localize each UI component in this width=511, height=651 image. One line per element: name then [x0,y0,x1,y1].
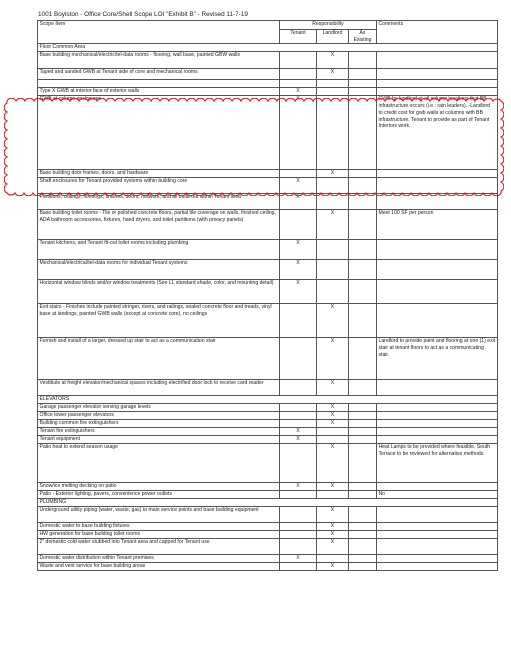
landlord-mark: X [317,304,349,338]
table-row [38,483,498,491]
existing-mark [349,491,377,499]
tenant-mark: X [280,96,317,170]
comment-cell: No [377,491,498,499]
landlord-mark: X [317,420,349,428]
scope-cell: Type X GWB at interior face of exterior walls [38,88,280,96]
tenant-mark: X [280,436,317,444]
scope-cell: Partitions, ceilings, floorings, finishes, doors, millwork, and all build-out within Tenant area [38,194,280,210]
table-row [38,404,498,412]
tenant-mark [280,338,317,380]
table-row [38,420,498,428]
existing-mark [349,555,377,563]
comment-cell [377,539,498,555]
tenant-mark: X [280,88,317,96]
table-row [38,507,498,523]
landlord-mark [317,428,349,436]
scope-cell: Mechanical/electrical/tel-data rooms for individual Tenant systems [38,260,280,280]
comment-cell [377,523,498,531]
tenant-mark: X [280,555,317,563]
scope-cell: Domestic water to base building fixtures [38,523,280,531]
landlord-mark [317,280,349,304]
existing-mark [349,304,377,338]
scope-cell: Garage passenger elevator serving garage levels [38,404,280,412]
landlord-mark: X [317,210,349,240]
landlord-mark: X [317,539,349,555]
comment-cell [377,88,498,96]
table-row [38,555,498,563]
landlord-mark: X [317,170,349,178]
scope-cell: Waste and vent service for base building areas [38,563,280,571]
comment-cell [377,436,498,444]
existing-mark [349,178,377,194]
existing-mark [349,539,377,555]
table-row [38,412,498,420]
table-row [38,260,498,280]
table-row [38,563,498,571]
landlord-mark: X [317,412,349,420]
comment-cell [377,260,498,280]
tenant-mark [280,444,317,483]
landlord-mark [317,88,349,96]
tenant-mark [280,404,317,412]
table-row [38,436,498,444]
scope-cell: Snow/ice melting decking on patio [38,483,280,491]
landlord-mark: X [317,483,349,491]
scope-cell: Shaft enclosures for Tenant provided systems within building core [38,178,280,194]
comment-cell [377,420,498,428]
table-row [38,531,498,539]
comment-cell [377,178,498,194]
table-row [38,523,498,531]
landlord-mark [317,194,349,210]
tenant-mark: X [280,280,317,304]
landlord-mark: X [317,69,349,80]
existing-mark [349,96,377,170]
tenant-mark [280,170,317,178]
comment-cell: Landlord to provide paint and flooring at one (1) exit stair at tenant floors to act as a communicating stair. [377,338,498,380]
tenant-mark [280,304,317,338]
tenant-mark: X [280,178,317,194]
table-row [38,428,498,436]
existing-mark [349,428,377,436]
scope-cell: Tenant fire extinguishers [38,428,280,436]
scope-cell: Underground utility piping (water, waste, gas) to main service points and base building equipment [38,507,280,523]
landlord-mark: X [317,507,349,523]
section-row [38,396,498,404]
landlord-mark: X [317,338,349,380]
existing-mark [349,52,377,69]
comment-cell [377,412,498,420]
comment-cell [377,428,498,436]
existing-mark [349,563,377,571]
existing-mark [349,260,377,280]
comment-cell [377,531,498,539]
landlord-mark [317,491,349,499]
table-row [38,491,498,499]
landlord-mark [317,96,349,170]
tenant-mark [280,491,317,499]
tenant-mark: X [280,260,317,280]
scope-cell: Office tower passenger elevators [38,412,280,420]
comment-cell [377,304,498,338]
table-row [38,52,498,69]
landlord-mark [317,240,349,260]
document-title: 1001 Boylston - Office Core/Shell Scope LOI "Exhibit B" - Revised 11-7-19 [38,11,248,18]
landlord-mark [317,436,349,444]
existing-mark [349,240,377,260]
existing-mark [349,436,377,444]
table-row [38,444,498,483]
tenant-mark: X [280,194,317,210]
existing-mark [349,412,377,420]
scope-cell: Base building mechanical/electric/tel-data rooms - flooring, wall base, painted GBW walls [38,52,280,69]
scope-cell: Vestibule at freight elevator/mechanical spaces including electrified door lock to receive card reader [38,380,280,396]
existing-mark [349,420,377,428]
existing-mark [349,194,377,210]
landlord-mark: X [317,531,349,539]
scope-cell: Building common fire extinguishers [38,420,280,428]
table-row [38,80,498,88]
scope-cell: Furnish and install of a larger, dressed up stair to act as a communication stair [38,338,280,380]
existing-mark [349,210,377,240]
landlord-mark [317,178,349,194]
landlord-mark [317,555,349,563]
existing-mark [349,88,377,96]
comment-cell [377,280,498,304]
scope-cell: Base building door frames, doors, and hardware [38,170,280,178]
table-row [38,96,498,170]
tenant-mark [280,52,317,69]
section-title: PLUMBING [38,499,498,507]
landlord-header: Landlord [317,30,349,44]
scope-cell: Taped and sanded GWB at Tenant side of core and mechanical rooms [38,69,280,80]
tenant-mark [280,531,317,539]
landlord-mark [317,80,349,88]
tenant-mark: X [280,428,317,436]
existing-mark [349,523,377,531]
existing-mark [349,507,377,523]
scope-cell: Horizontal window blinds and/or window treatments (See LL standard shade, color, and mounting detail) [38,280,280,304]
landlord-mark: X [317,404,349,412]
existing-mark [349,280,377,304]
scope-table [37,20,498,571]
comments-header: Comments [377,21,498,44]
scope-cell: Domestic water distribution within Tenant premises [38,555,280,563]
table-row [38,170,498,178]
landlord-mark: X [317,523,349,531]
scope-cell: Tenant equipment [38,436,280,444]
comment-cell [377,483,498,491]
existing-mark [349,483,377,491]
scope-header: Scope Item [38,21,280,44]
table-row [38,280,498,304]
comment-cell [377,380,498,396]
tenant-mark [280,210,317,240]
landlord-mark: X [317,52,349,69]
comment-cell [377,194,498,210]
comment-cell [377,240,498,260]
scope-cell: Patio - Exterior lighting, pavers, convenience power outlets [38,491,280,499]
section-row [38,44,498,52]
table-row [38,178,498,194]
landlord-mark: X [317,563,349,571]
comment-cell [377,404,498,412]
landlord-mark: X [317,380,349,396]
existing-mark [349,380,377,396]
existing-mark [349,80,377,88]
existing-mark [349,69,377,80]
tenant-mark [280,563,317,571]
tenant-mark [280,380,317,396]
existing-mark [349,170,377,178]
comment-cell: GWB by landlord at all column locations that BB infrastructure occurs (i.e.: rain leaders). -Landlord to credit cost for gwb walls at columns with BB infrastructure. Tenant to provide as part of Tenant Interiors work. [377,96,498,170]
table-row [38,210,498,240]
scope-cell: HW generation for base building toilet rooms [38,531,280,539]
tenant-header: Tenant [280,30,317,44]
table-row [38,69,498,80]
comment-cell: Heat Lamps to be provided where feasible. South Terrace to be reviewed for alternative methods. [377,444,498,483]
table-row [38,88,498,96]
scope-cell: Base building toilet rooms - Tile or polished concrete floors, partial tile coverage on walls, finished ceiling, ADA bathroom accessories, fixtures, hand dryers, and toilet partitions (with privacy panels) [38,210,280,240]
comment-cell [377,170,498,178]
existing-mark [349,338,377,380]
section-title: ELEVATORS [38,396,498,404]
scope-cell: Tenant kitchens, and Tenant fit-out toilet rooms including plumbing [38,240,280,260]
existing-mark [349,531,377,539]
tenant-mark: X [280,483,317,491]
tenant-mark [280,412,317,420]
tenant-mark [280,420,317,428]
table-row [38,380,498,396]
comment-cell [377,80,498,88]
scope-cell: 2" domestic cold water stubbed into Tenant area and capped for Tenant use [38,539,280,555]
scope-cell: Patio heat to extend season usage [38,444,280,483]
comment-cell: Meet 100 SF per person [377,210,498,240]
tenant-mark [280,539,317,555]
section-row [38,499,498,507]
landlord-mark: X [317,444,349,483]
scope-cell [38,80,280,88]
comment-cell [377,69,498,80]
table-row [38,338,498,380]
comment-cell [377,563,498,571]
comment-cell [377,507,498,523]
section-title: Floor Common Area [38,44,498,52]
scope-cell: Exit stairs - Finishes include painted stringer, risers, and railings, sealed concrete floor and treads, vinyl base at landings, painted GWB walls (except at concrete core), no ceilings [38,304,280,338]
tenant-mark [280,80,317,88]
tenant-mark: X [280,240,317,260]
responsibility-header: Responsibility [280,21,377,30]
comment-cell [377,555,498,563]
table-row [38,304,498,338]
tenant-mark [280,523,317,531]
scope-cell: GWB at column enclosures [38,96,280,170]
comment-cell [377,52,498,69]
existing-mark [349,444,377,483]
tenant-mark [280,69,317,80]
existing-mark [349,404,377,412]
table-row [38,539,498,555]
existing-header: As Existing [349,30,377,44]
table-row [38,240,498,260]
tenant-mark [280,507,317,523]
landlord-mark [317,260,349,280]
table-row [38,194,498,210]
